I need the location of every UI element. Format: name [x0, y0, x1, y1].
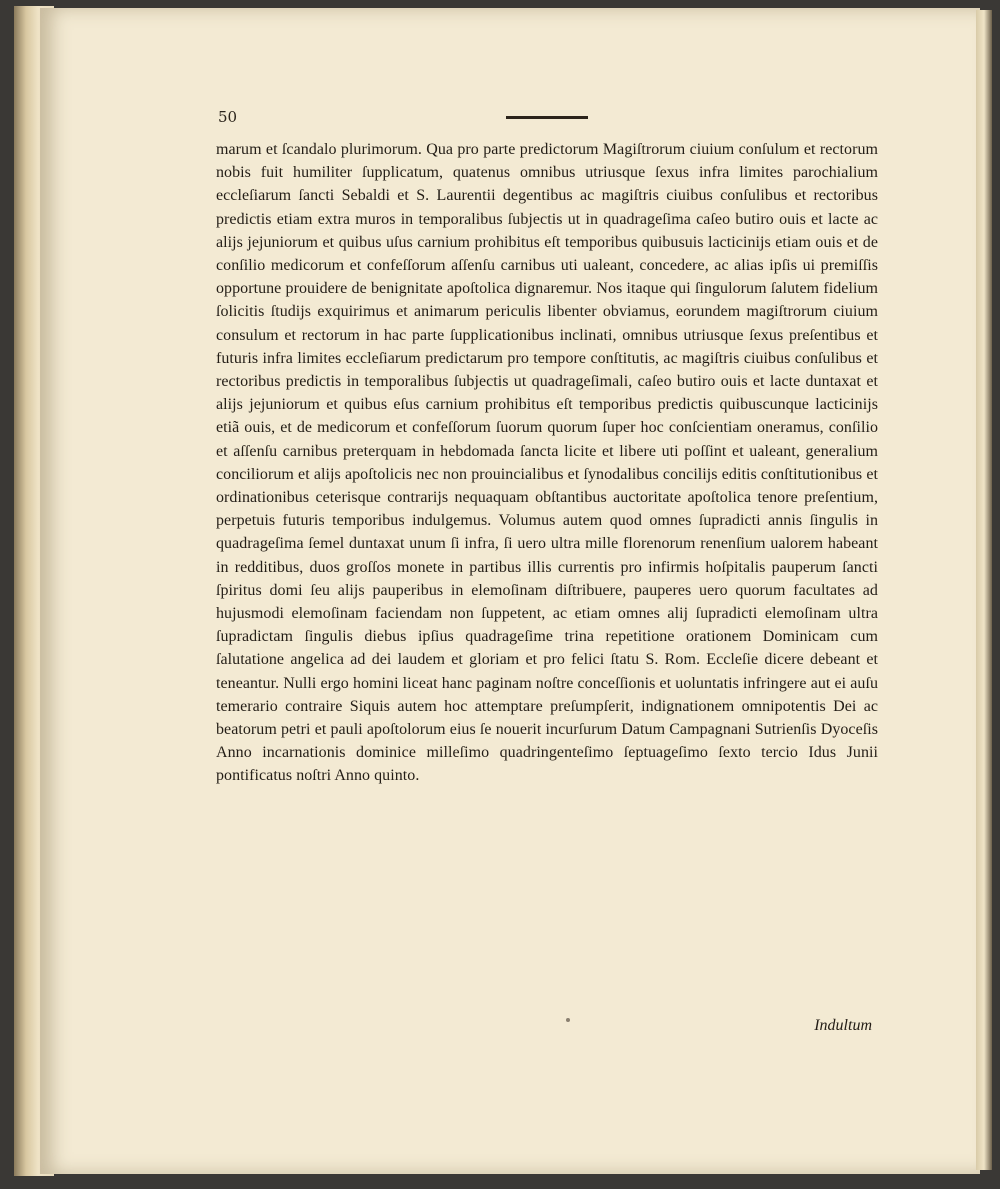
body-text: marum et ſcandalo plurimorum. Qua pro parte predictorum Magiſtrorum ciuium conſulum et rectorum nobis fuit humiliter ſupplicatum, quatenus omnibus utriusque ſexus infra limites parochialium eccleſiarum ſancti Sebaldi et S. Laurentii degentibus ac magiſtris ciuibus conſulibus et rectoribus predictis etiam extra muros in temporalibus ſubjectis ut in quadrageſima caſeo butiro ouis et lacte ac alijs jejuniorum et quibus uſus carnium prohibitus eſt temporibus quibusuis lacticinijs etiam ouis et de conſilio medicorum et confeſſorum aſſenſu carnibus uti ualeant, concedere, ac alias ipſis ui premiſſis opportune prouidere de benignitate apoſtolica dignaremur. Nos itaque qui ſingulorum ſalutem fidelium ſolicitis ſtudijs exquirimus et animarum periculis libenter obviamus, eorundem magiſtrorum ciuium consulum et rectorum in hac parte ſupplicationibus inclinati, omnibus utriusque ſexus preſentibus et futuris infra limites eccleſiarum predictarum pro tempore conſtitutis, ac magiſtris ciuibus conſulibus et rectoribus predictis in temporalibus ſubjectis ut quadrageſimali, caſeo butiro ouis et lacte duntaxat et alijs jejuniorum et quibus eſus carnium prohibitus eſt temporibus predictis quibuscunque lacticinijs etiã ouis, et de medicorum et confeſſorum ſuorum quorum ſuper hoc conſcientiam oneramus, conſilio et aſſenſu carnibus preterquam in hebdomada ſancta licite et libere uti poſſint et ualeant, generalium conciliorum et alijs apoſtolicis nec non prouincialibus et ſynodalibus concilijs editis conſtitutionibus et ordinationibus ceterisque contrarijs nequaquam obſtantibus auctoritate apoſtolica tenore preſentium, perpetuis futuris temporibus indulgemus. Volumus autem quod omnes ſupradicti annis ſingulis in quadrageſima ſemel duntaxat unum ſi infra, ſi uero ultra mille florenorum renenſium ualorem habeant in redditibus, duos groſſos monete in partibus illis currentis pro infirmis hoſpitalis pauperum ſancti ſpiritus domi ſeu alijs pauperibus in elemoſinam diſtribuere, pauperes uero quorum facultates ad hujusmodi elemoſinam faciendam non ſuppetent, ac etiam omnes alij ſupradicti elemoſinam ultra ſupradictam ſingulis diebus ipſius quadrageſime trina repetitione orationem Dominicam cum ſalutatione angelica ad dei laudem et gloriam et pro felici ſtatu S. Rom. Eccleſie dicere debeant et teneantur. Nulli ergo homini liceat hanc paginam noſtre conceſſionis et uoluntatis infringere aut ei auſu temerario contraire Siquis autem hoc attemptare preſumpſerit, indignationem omnipotentis Dei ac beatorum petri et pauli apoſtolorum eius ſe nouerit incurſurum Datum Campagnani Sutrienſis Dyoceſis Anno incarnationis dominice milleſimo quadringenteſimo ſeptuageſimo ſexto tercio Idus Junii pontificatus noſtri Anno quinto. [216, 141, 878, 785]
catchword: Indultum [814, 1017, 872, 1034]
page-number: 50 [218, 108, 238, 126]
header-rule [506, 116, 588, 119]
page-stack-right-edge [976, 10, 992, 1170]
ink-spot [566, 1018, 570, 1022]
